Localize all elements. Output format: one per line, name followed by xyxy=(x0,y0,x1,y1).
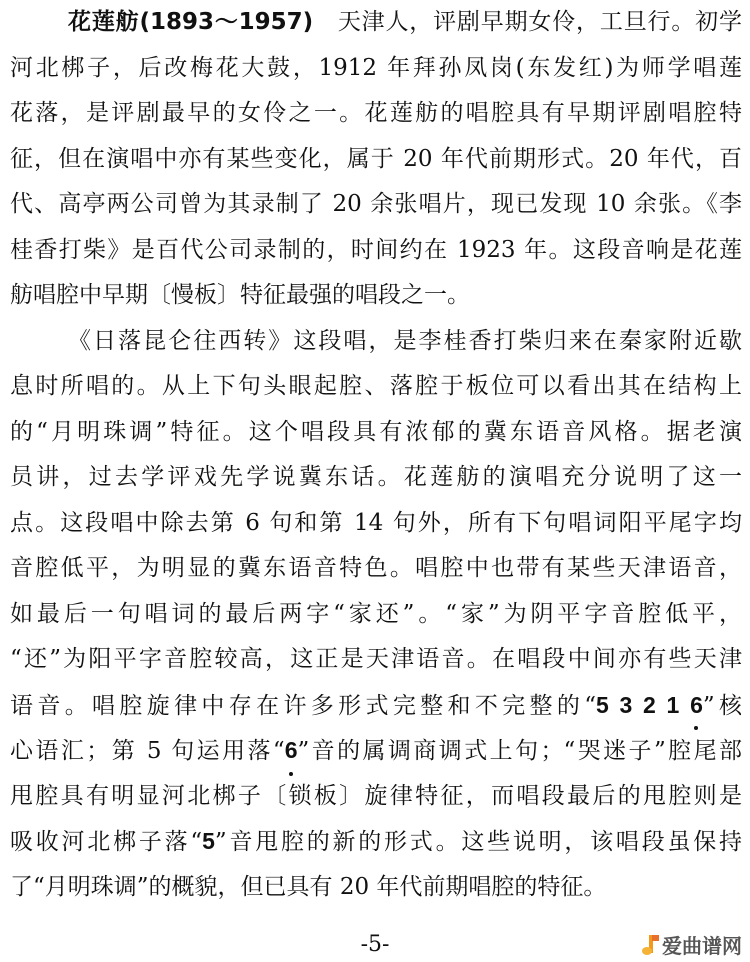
text-line: 了“月明珠调”的概貌，但已具有 20 年代前期唱腔的特征。 xyxy=(10,873,607,900)
notation-dotted-note: 6 xyxy=(285,728,298,774)
text-span: 天津人，评剧早期女伶，工旦行。初学 xyxy=(313,9,742,35)
text-line: 花落，是评剧最早的女伶之一。花莲舫的唱腔具有早期评剧唱腔特 xyxy=(10,100,742,126)
text-line: 点。这段唱中除去第 6 句和第 14 句外，所有下句唱词阳平尾字均 xyxy=(10,509,742,536)
text-line: 员讲，过去学评戏先学说冀东话。花莲舫的演唱充分说明了这一 xyxy=(10,464,742,490)
person-heading: 花莲舫(1893～1957) xyxy=(68,9,314,35)
text-line xyxy=(10,819,742,865)
text-span: ”音的属调商调式上句；“哭迷子”腔尾部 xyxy=(297,738,743,764)
text-span: 心语汇；第 5 句运用落“ xyxy=(10,738,285,764)
text-line: 代、高亭两公司曾为其录制了 20 余张唱片，现已发现 10 余张。《李 xyxy=(10,191,742,217)
music-note-icon xyxy=(641,933,659,957)
text-line: 桂香打柴》是百代公司录制的，时间约在 1923 年。这段音响是花莲 xyxy=(10,236,742,263)
text-line: 甩腔具有明显河北梆子〔锁板〕旋律特征，而唱段最后的甩腔则是 xyxy=(10,782,742,809)
text-line xyxy=(10,0,742,46)
text-line: 的“月明珠调”特征。这个唱段具有浓郁的冀东语音风格。据老演 xyxy=(10,418,742,445)
text-span: ”音甩腔的新的形式。这些说明，该唱段虽保持 xyxy=(214,829,742,855)
text-line: 如最后一句唱词的最后两字“家还”。“家”为阴平字音腔低平， xyxy=(10,600,742,627)
text-line: 征，但在演唱中亦有某些变化，属于 20 年代前期形式。20 年代，百 xyxy=(10,145,742,172)
text-line xyxy=(10,683,742,729)
watermark-text: 爱曲谱网 xyxy=(662,934,742,958)
watermark-logo xyxy=(641,930,742,959)
page-number: -5- xyxy=(360,932,390,957)
text-line: “还”为阳平字音腔较高，这正是天津语音。在唱段中间亦有些天津 xyxy=(10,646,742,672)
document-body xyxy=(10,0,742,910)
text-line: 音腔低平，为明显的冀东语音特色。唱腔中也带有某些天津语音， xyxy=(10,555,742,581)
text-span: 语音。唱腔旋律中存在许多形式完整和不完整的“ xyxy=(10,692,596,719)
text-line xyxy=(10,728,742,774)
text-span: ”核 xyxy=(702,692,742,719)
notation-dotted-note: 6 xyxy=(690,683,703,729)
text-span: 吸收河北梆子落“ xyxy=(10,829,203,855)
notation-note: 5 xyxy=(202,828,215,854)
text-line: 河北梆子，后改梅花大鼓，1912 年拜孙凤岗(东发红)为师学唱莲 xyxy=(10,54,742,81)
text-line: 舫唱腔中早期〔慢板〕特征最强的唱段之一。 xyxy=(10,282,470,308)
text-line: 《日落昆仑往西转》这段唱，是李桂香打柴归来在秦家附近歇 xyxy=(68,327,742,354)
notation-notes: 5 3 2 1 xyxy=(595,691,691,718)
text-line: 息时所唱的。从上下句头眼起腔、落腔于板位可以看出其在结构上 xyxy=(10,373,742,399)
